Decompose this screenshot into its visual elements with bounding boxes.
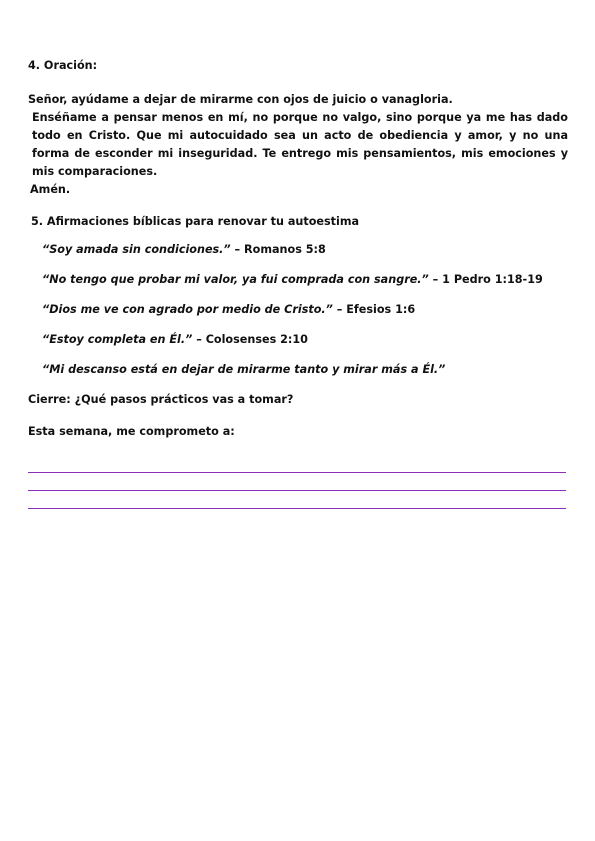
commitment-prompt: Esta semana, me comprometo a: (28, 425, 235, 438)
affirmation-quote: “Mi descanso está en dejar de mirarme tanto y mirar más a Él.” (42, 363, 446, 376)
affirmation-quote: “Soy amada sin condiciones.” (42, 243, 231, 256)
affirmation-quote: “Estoy completa en Él.” (42, 333, 193, 346)
affirmation-item (42, 301, 568, 331)
affirmation-item (42, 271, 568, 301)
prayer-amen: Amén. (30, 183, 71, 196)
writing-line[interactable] (28, 455, 566, 473)
commitment-writing-area (28, 455, 566, 509)
prayer-paragraph: Enséñame a pensar menos en mí, no porque no valgo, sino porque ya me has dado todo en Cristo. Que mi autocuidado sea un acto de obediencia y amor, y no una forma de esconder mi inseguridad. Te entrego mis pensamientos, mis emociones y mis comparaciones. (32, 111, 568, 178)
affirmation-item (42, 361, 568, 391)
affirmation-reference: – Efesios 1:6 (332, 303, 416, 316)
affirmation-reference: – 1 Pedro 1:18-19 (428, 273, 543, 286)
writing-line[interactable] (28, 473, 566, 491)
affirmation-item (42, 331, 568, 361)
affirmation-item (42, 241, 568, 271)
affirmation-reference: – Colosenses 2:10 (192, 333, 308, 346)
affirmation-quote: “No tengo que probar mi valor, ya fui comprada con sangre.” (42, 273, 429, 286)
affirmation-quote: “Dios me ve con agrado por medio de Cristo.” (42, 303, 333, 316)
prayer-heading: 4. Oración: (28, 59, 98, 72)
writing-line[interactable] (28, 491, 566, 509)
prayer-line-1: Señor, ayúdame a dejar de mirarme con ojos de juicio o vanagloria. (28, 93, 453, 106)
document-page (28, 57, 568, 509)
prayer-body (28, 91, 568, 199)
closing-question: Cierre: ¿Qué pasos prácticos vas a tomar? (28, 393, 294, 406)
affirmations-heading: 5. Afirmaciones bíblicas para renovar tu autoestima (31, 215, 360, 228)
affirmation-reference: – Romanos 5:8 (230, 243, 326, 256)
affirmations-list (28, 241, 568, 391)
